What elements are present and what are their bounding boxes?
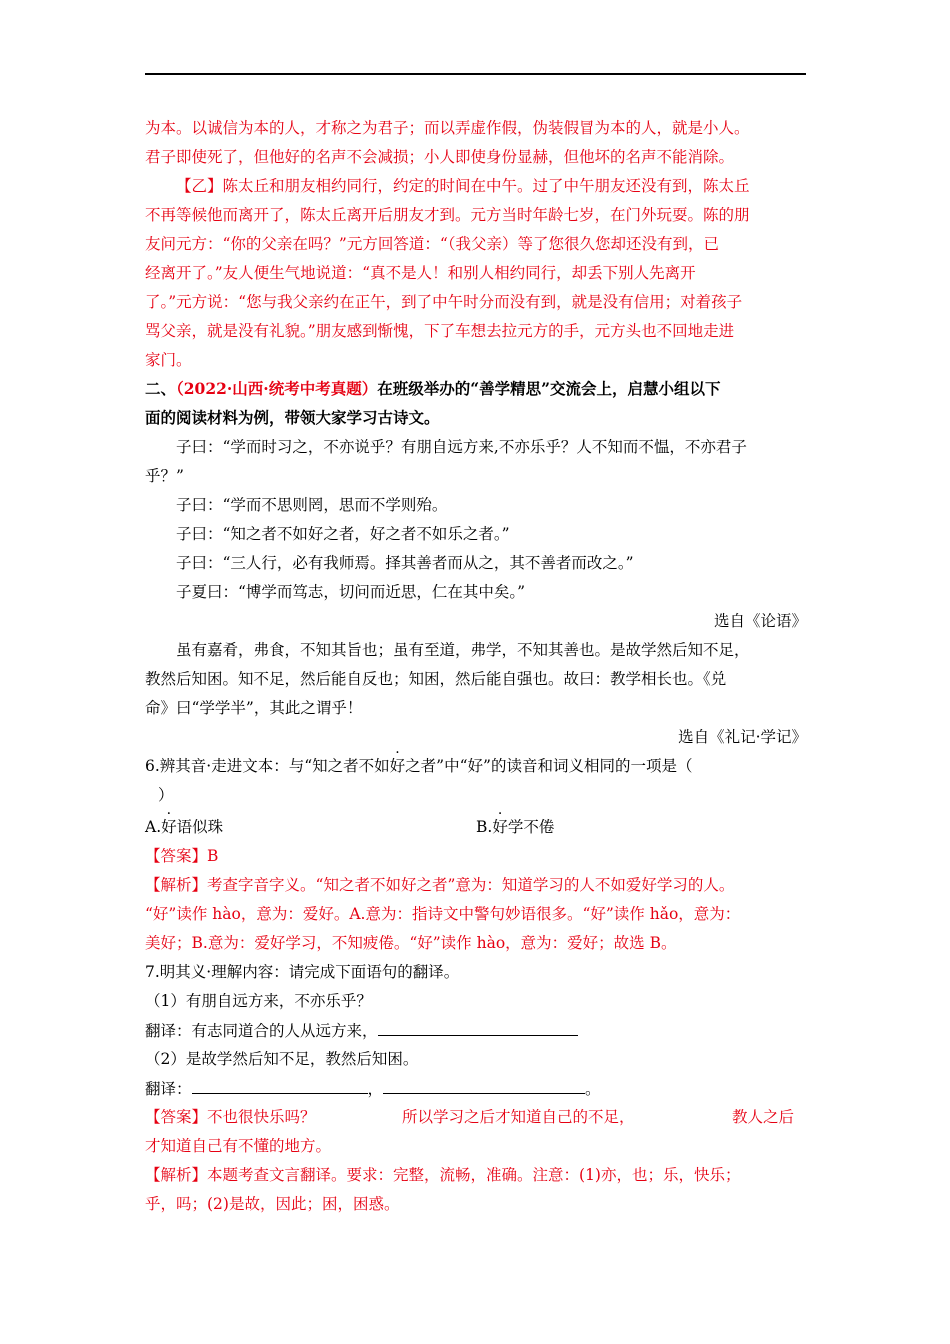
lunyu-source: 选自《论语》 <box>713 612 807 630</box>
q7-answer-2: 所以学习之后才知道自己的不足， <box>402 1108 635 1126</box>
section2-intro: 在班级举办的“善学精思”交流会上，启慧小组以下 <box>377 379 721 398</box>
q7-analysis-line: 乎，吗；(2)是故，因此；困，困惑。 <box>145 1195 400 1213</box>
q6-stem-text: 之者”中“好”的读音和词义相同的一项是（ <box>405 757 693 775</box>
option-emphasis-char: 好 <box>161 818 177 836</box>
yi-paragraph-line: 家门。 <box>145 351 192 369</box>
q6-option-b[interactable] <box>476 817 554 837</box>
q6-analysis-line: “好”读作 hào，意为：爱好。A.意为：指诗文中警句妙语很多。“好”读作 hǎo，意为： <box>145 905 741 923</box>
q7-item1: （1）有朋自远方来，不亦乐乎？ <box>145 992 372 1010</box>
translation-prefix: 有志同道合的人从远方来， <box>191 1022 378 1040</box>
analysis-label: 【解析】 <box>145 876 208 894</box>
option-letter: B. <box>476 818 493 836</box>
liji-line: 教然后知困。知不足，然后能自反也；知困，然后能自强也。故曰：教学相长也。《兑 <box>145 670 727 688</box>
option-letter: A. <box>145 818 162 836</box>
q6-answer <box>145 846 218 866</box>
punctuation: ， <box>367 1080 384 1098</box>
option-text: 学不倦 <box>507 818 555 836</box>
answer-blank[interactable] <box>378 1020 578 1036</box>
translation-label: 翻译： <box>145 1080 192 1098</box>
q6-option-a[interactable] <box>145 817 223 837</box>
answer-blank[interactable] <box>192 1078 368 1094</box>
q7-answer-3-cont: 才知道自己有不懂的地方。 <box>145 1137 332 1155</box>
option-text: 语似珠 <box>176 818 224 836</box>
q7-stem: 7.明其义·理解内容：请完成下面语句的翻译。 <box>145 963 460 981</box>
section2-number: 二、 <box>145 379 177 398</box>
lunyu-line: 子曰：“三人行，必有我师焉。择其善者而从之，其不善者而改之。” <box>176 554 634 572</box>
punctuation: 。 <box>585 1080 601 1098</box>
yi-tag: 【乙】 <box>176 177 223 195</box>
yi-paragraph-line: 不再等候他而离开了，陈太丘离开后朋友才到。元方当时年龄七岁，在门外玩耍。陈的朋 <box>145 206 750 224</box>
translation-line: 为本。以诚信为本的人，才称之为君子；而以弄虚作假，伪装假冒为本的人，就是小人。 <box>145 119 750 137</box>
yi-paragraph-line: 了。”元方说：“您与我父亲约在正午，到了中午时分而没有到，就是没有信用；对着孩子 <box>145 293 743 311</box>
yi-paragraph-line <box>176 176 750 196</box>
section2-source: （2022·山西·统考中考真题） <box>176 379 378 398</box>
q7-translation-2 <box>145 1078 601 1099</box>
answer-blank[interactable] <box>383 1078 585 1094</box>
liji-source: 选自《礼记·学记》 <box>678 728 807 746</box>
liji-line: 虽有嘉肴，弗食，不知其旨也；虽有至道，弗学，不知其善也。是故学然后知不足， <box>176 641 750 659</box>
lunyu-line: 子曰：“学而不思则罔，思而不学则殆。 <box>176 496 448 514</box>
yi-paragraph-line: 经离开了。”友人便生气地说道：“真不是人！和别人相约同行，却丢下别人先离开 <box>145 264 696 282</box>
q6-emphasis-char: 好 <box>389 757 406 775</box>
analysis-label: 【解析】 <box>145 1166 208 1184</box>
option-emphasis-char: 好 <box>492 818 508 836</box>
header-rule <box>145 73 806 75</box>
q6-analysis-line: 美好；B.意为：爱好学习，不知疲倦。“好”读作 hào，意为：爱好；故选 B。 <box>145 934 677 952</box>
answer-value: B <box>207 847 219 865</box>
lunyu-line: 子曰：“知之者不如好之者，好之者不如乐之者。” <box>176 525 510 543</box>
yi-paragraph-line: 友问元方：“你的父亲在吗？”元方回答道：“（我父亲）等了您很久您却还没有到，已 <box>145 235 720 253</box>
liji-line: 命》曰“学学半”，其此之谓乎！ <box>145 699 363 717</box>
section2-intro-line: 面的阅读材料为例，带领大家学习古诗文。 <box>145 408 440 427</box>
q7-analysis <box>145 1165 740 1185</box>
answer-label: 【答案】 <box>145 1108 208 1126</box>
lunyu-line: 子夏曰：“博学而笃志，切问而近思，仁在其中矣。” <box>176 583 526 601</box>
q6-analysis <box>145 875 734 895</box>
answer-value: 不也很快乐吗？ <box>207 1108 316 1126</box>
q7-translation-1 <box>145 1020 578 1041</box>
q6-stem-close: ） <box>158 786 174 804</box>
q6-stem <box>145 756 692 776</box>
translation-line: 君子即使死了，但他好的名声不会减损；小人即使身份显赫，但他坏的名声不能消除。 <box>145 148 735 166</box>
yi-paragraph-line: 骂父亲，就是没有礼貌。”朋友感到惭愧，下了车想去拉元方的手，元方头也不回地走进 <box>145 322 735 340</box>
analysis-text: 考查字音字义。“知之者不如好之者”意为：知道学习的人不如爱好学习的人。 <box>207 876 735 894</box>
q7-answer-3: 教人之后 <box>732 1108 795 1126</box>
translation-label: 翻译： <box>145 1022 192 1040</box>
q6-stem-text: 6.辨其音·走进文本：与“知之者不如 <box>145 757 390 775</box>
section2-heading <box>145 379 721 399</box>
q7-answer <box>145 1107 316 1127</box>
answer-label: 【答案】 <box>145 847 208 865</box>
lunyu-line: 乎？” <box>145 467 184 485</box>
yi-text: 陈太丘和朋友相约同行，约定的时间在中午。过了中午朋友还没有到，陈太丘 <box>222 177 750 195</box>
lunyu-line: 子曰：“学而时习之，不亦说乎？有朋自远方来,不亦乐乎？人不知而不愠，不亦君子 <box>176 438 747 456</box>
q7-item2: （2）是故学然后知不足，教然后知困。 <box>145 1050 419 1068</box>
analysis-text: 本题考查文言翻译。要求：完整，流畅，准确。注意：(1)亦，也；乐，快乐； <box>207 1166 741 1184</box>
